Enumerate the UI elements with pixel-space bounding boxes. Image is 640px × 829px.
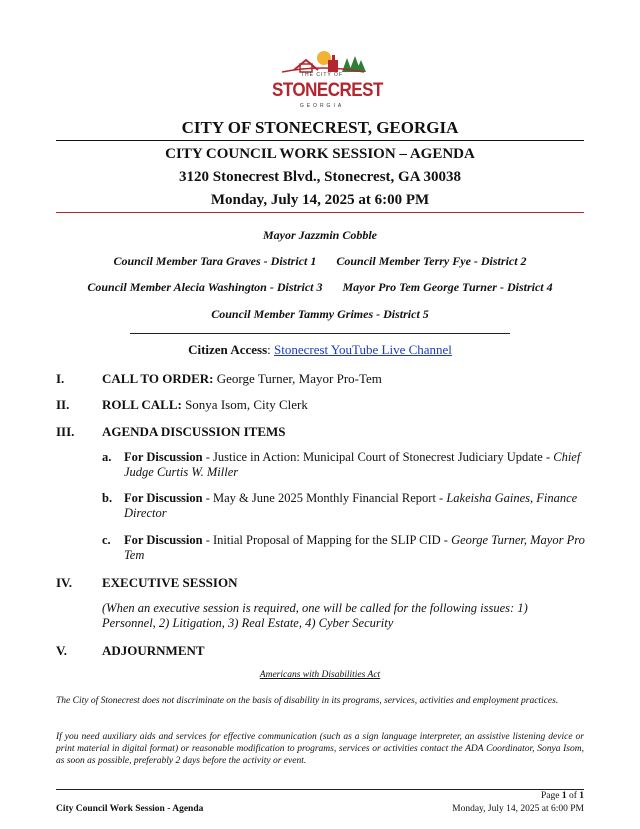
youtube-channel-link[interactable]: Stonecrest YouTube Live Channel [274, 342, 452, 357]
item-presenter: Lakeisha Gaines, Finance Director [124, 491, 578, 520]
item-text: - May & June 2025 Monthly Financial Report - [202, 491, 447, 505]
page-label: Page [540, 791, 562, 801]
meeting-title: CITY COUNCIL WORK SESSION – AGENDA [165, 146, 475, 162]
section-number: III. [56, 424, 75, 439]
item-presenter: Chief Judge Curtis W. Miller [124, 450, 581, 479]
section-title: AGENDA DISCUSSION ITEMS [102, 424, 286, 439]
section-title: ROLL CALL: [102, 397, 182, 412]
footer-date: Monday, July 14, 2025 at 6:00 PM [452, 804, 584, 814]
item-letter: b. [102, 491, 113, 505]
page-number [541, 791, 584, 801]
section-title: EXECUTIVE SESSION [102, 575, 238, 590]
item-presenter: George Turner, Mayor Pro Tem [124, 533, 585, 562]
item-letter: a. [102, 450, 112, 464]
logo-wordmark: STONECREST [272, 78, 383, 101]
citizen-access [0, 342, 640, 358]
ada-paragraph-2: If you need auxiliary aids and services for effective communication (such as a sign language interpreter, an assistive listening device or print material in digital format) or reasonable modification to programs, services or activities contact the ADA Coordinator, Sonya Isom, as soon as possible, preferably 2 days before the activity or event. [56, 732, 584, 766]
item-lead: For Discussion [124, 491, 203, 505]
council-member-district-2: Council Member Terry Fye - District 2 [336, 254, 527, 268]
page-current: 1 [561, 791, 567, 801]
title-divider [56, 140, 584, 141]
item-lead: For Discussion [124, 533, 203, 547]
ada-paragraph-1: The City of Stonecrest does not discriminate on the basis of disability in its programs, services, activities and employment practices. [56, 696, 559, 706]
section-text: George Turner, Mayor Pro-Tem [213, 371, 382, 386]
footer-divider [56, 789, 584, 790]
stonecrest-logo [272, 50, 383, 114]
citizen-access-separator: : [267, 342, 275, 357]
executive-session-note: (When an executive session is required, one will be called for the following issues: 1) Personnel, 2) Litigation, 3) Real Estate, 4) Cyber Security [102, 601, 528, 630]
council-member-district-5: Council Member Tammy Grimes - District 5 [211, 307, 429, 321]
section-number: V. [56, 643, 67, 658]
logo-subtext: GEORGIA [299, 103, 345, 109]
footer-document-title: City Council Work Session - Agenda [56, 804, 204, 814]
council-member-district-4: Mayor Pro Tem George Turner - District 4 [342, 280, 553, 294]
council-row-2 [0, 280, 640, 295]
item-text: - Initial Proposal of Mapping for the SLIP CID - [202, 533, 452, 547]
section-text: Sonya Isom, City Clerk [181, 397, 308, 412]
officials-divider [130, 333, 510, 334]
section-number: II. [56, 397, 70, 412]
council-row-1 [0, 254, 640, 269]
council-member-district-1: Council Member Tara Graves - District 1 [113, 254, 317, 268]
citizen-access-label: Citizen Access [188, 342, 268, 357]
mayor-name: Mayor Jazzmin Cobble [262, 228, 377, 242]
section-number: IV. [56, 575, 73, 590]
section-title: CALL TO ORDER: [102, 371, 214, 386]
page-of: of [566, 791, 580, 801]
section-number: I. [56, 371, 65, 386]
item-text: - Justice in Action: Municipal Court of Stonecrest Judiciary Update - [202, 450, 554, 464]
item-letter: c. [102, 533, 111, 547]
meeting-datetime: Monday, July 14, 2025 at 6:00 PM [210, 192, 430, 208]
item-lead: For Discussion [124, 450, 203, 464]
page-total: 1 [579, 791, 584, 801]
header-divider [56, 212, 584, 213]
logo-small-text: THE CITY OF [300, 72, 344, 78]
ada-title: Americans with Disabilities Act [259, 670, 381, 680]
council-member-district-3: Council Member Alecia Washington - District 3 [87, 280, 323, 294]
meeting-address: 3120 Stonecrest Blvd., Stonecrest, GA 30038 [179, 169, 461, 185]
section-title: ADJOURNMENT [102, 643, 205, 658]
city-title: CITY OF STONECREST, GEORGIA [181, 118, 459, 137]
